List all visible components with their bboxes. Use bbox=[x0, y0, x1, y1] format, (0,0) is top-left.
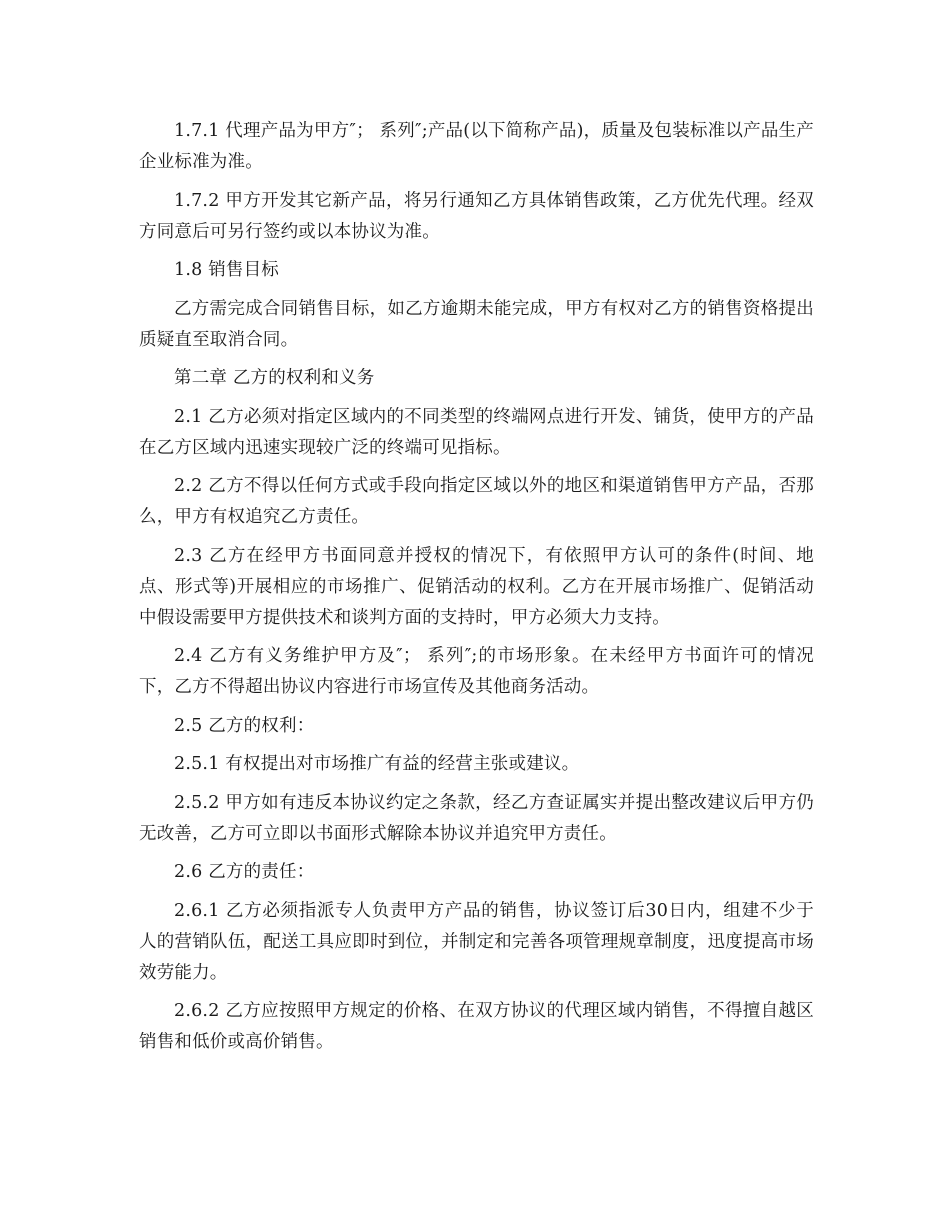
sales-target-text: 乙方需完成合同销售目标，如乙方逾期未能完成，甲方有权对乙方的销售资格提出质疑直至取消合同。 bbox=[139, 298, 814, 350]
chapter-2-heading: 第二章 乙方的权利和义务 bbox=[174, 368, 375, 388]
clause-2-6: 2.6 乙方的责任： bbox=[174, 862, 315, 882]
clause-2-5-1: 2.5.1 有权提出对市场推广有益的经营主张或建议。 bbox=[174, 754, 580, 774]
clause-2-5-2: 2.5.2 甲方如有违反本协议约定之条款，经乙方查证属实并提出整改建议后甲方仍无改善，乙方可立即以书面形式解除本协议并追究甲方责任。 bbox=[139, 792, 814, 844]
heading-1-8: 1.8 销售目标 bbox=[174, 260, 279, 280]
clause-2-3: 2.3 乙方在经甲方书面同意并授权的情况下，有依照甲方认可的条件(时间、地点、形式等)开展相应的市场推广、促销活动的权利。乙方在开展市场推广、促销活动中假设需要甲方提供技术和谈判方面的支持时，甲方必须大力支持。 bbox=[139, 545, 814, 628]
clause-2-2: 2.2 乙方不得以任何方式或手段向指定区域以外的地区和渠道销售甲方产品，否那么，甲方有权追究乙方责任。 bbox=[139, 476, 814, 527]
clause-2-5: 2.5 乙方的权利： bbox=[174, 715, 315, 736]
clause-1-7-2: 1.7.2 甲方开发其它新产品，将另行通知乙方具体销售政策，乙方优先代理。经双方同意后可另行签约或以本协议为准。 bbox=[139, 190, 814, 242]
document-page bbox=[139, 116, 814, 1066]
clause-2-6-2: 2.6.2 乙方应按照甲方规定的价格、在双方协议的代理区域内销售，不得擅自越区销售和低价或高价销售。 bbox=[139, 1001, 814, 1052]
clause-2-6-1: 2.6.1 乙方必须指派专人负责甲方产品的销售，协议签订后30日内，组建不少于 人的营销队伍，配送工具应即时到位，并制定和完善各项管理规章制度，迅度提高市场效劳能力。 bbox=[139, 900, 814, 983]
clause-1-7-1: 1.7.1 代理产品为甲方″； 系列″;产品(以下简称产品)，质量及包装标准以产品生产企业标准为准。 bbox=[139, 121, 814, 172]
clause-2-1: 2.1 乙方必须对指定区域内的不同类型的终端网点进行开发、铺货，使甲方的产品在乙方区域内迅速实现较广泛的终端可见指标。 bbox=[139, 406, 814, 458]
clause-2-4: 2.4 乙方有义务维护甲方及″； 系列″;的市场形象。在未经甲方书面许可的情况下，乙方不得超出协议内容进行市场宣传及其他商务活动。 bbox=[139, 646, 814, 697]
